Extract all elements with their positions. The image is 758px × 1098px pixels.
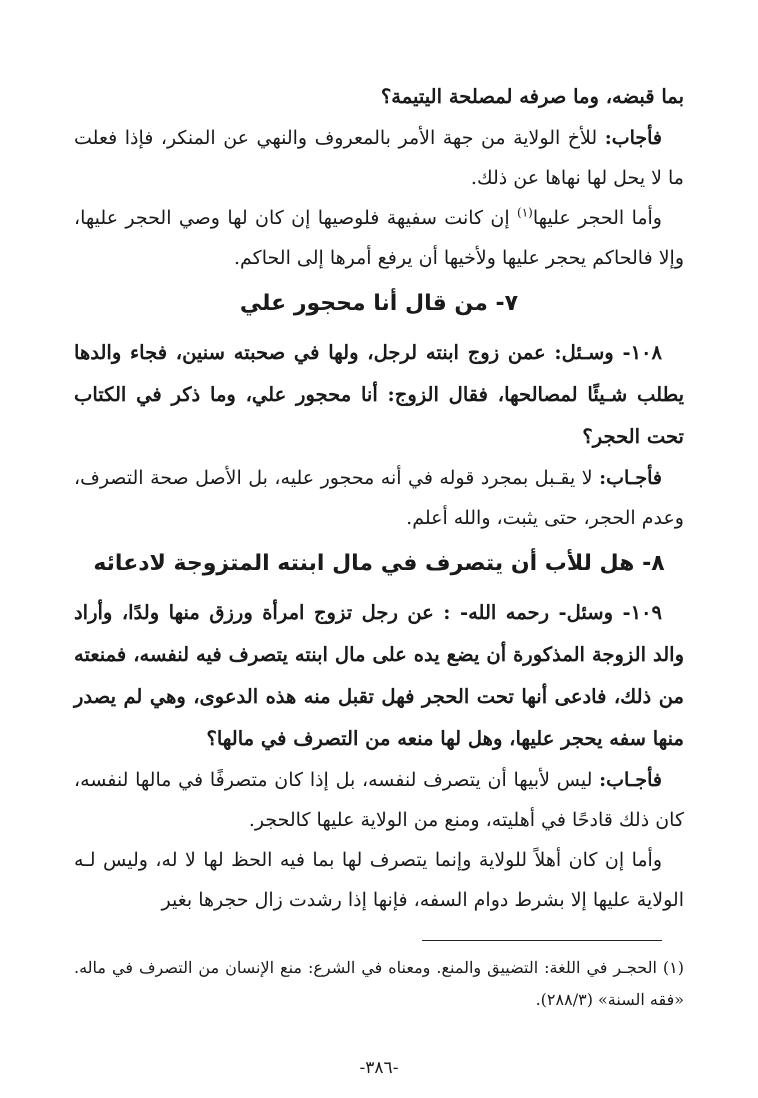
section-heading-7: ٧- من قال أنا محجور علي	[239, 291, 519, 316]
answer-paragraph	[74, 118, 684, 198]
answer-lead: فأجاب:	[604, 127, 662, 149]
question-109: ١٠٩- وسئل- رحمه الله- : عن رجل تزوج امرأة ورزق منها ولدًا، وأراد والد الزوجة المذكورة أن يضع يده على مال ابنته يتصرف فيه لنفسه، فمنعته من ذلك، فادعى أنها تحت الحجر فهل تقبل منه هذه الدعوى، وهي لم يصدر منها سفه يحجر عليها، وهل لها منعه من التصرف في مالها؟	[74, 601, 684, 750]
answer-108	[74, 458, 684, 538]
answer-text: للأخ الولاية من جهة الأمر بالمعروف والنهي عن المنكر، فإذا فعلت ما لا يحل لها نهاها عن ذلك.	[74, 127, 684, 189]
question-108: ١٠٨- وسـئل: عمن زوج ابنته لرجل، ولها في صحبته سنين، فجاء والدها يطلب شـيئًا لمصالحها، فقال الزوج: أنا محجور علي، وما ذكر في الكتاب تحت الحجر؟	[74, 341, 684, 448]
question-continuation: بما قبضه، وما صرفه لمصلحة اليتيمة؟	[380, 85, 684, 108]
answer-109-text: ليس لأبيها أن يتصرف لنفسه، بل إذا كان متصرفًا في مالها لنفسه، كان ذلك قادحًا في أهليته، ومنع من الولاية عليها كالحجر.	[74, 769, 684, 831]
hajr-text-end: إن كانت سفيهة فلوصيها إن كان لها وصي الحجر عليها، وإلا فالحاكم يحجر عليها ولأخيها أن يرفع أمرها إلى الحاكم.	[74, 207, 684, 269]
hajr-paragraph	[74, 198, 684, 278]
answer-109-lead: فأجـاب:	[599, 769, 662, 791]
page-number: -٣٨٦-	[359, 1058, 399, 1078]
footnote-1: (١) الحجـر في اللغة: التضييق والمنع. ومعناه في الشرع: منع الإنسان من التصرف في ماله. «فقه السنة» (٢٨٨/٣).	[74, 958, 684, 1009]
section-heading-8: ٨- هل للأب أن يتصرف في مال ابنته المتزوجة لادعائه	[93, 551, 665, 576]
answer-109	[74, 760, 684, 840]
answer-108-text: لا يقـبل بمجرد قوله في أنه محجور عليه، بل الأصل صحة التصرف، وعدم الحجر، حتى يثبت، والله أعلم.	[74, 467, 684, 529]
hajr-text-start: وأما الحجر عليها	[532, 207, 662, 229]
footnotes	[74, 952, 684, 1016]
final-paragraph: وأما إن كان أهلاً للولاية وإنما يتصرف لها بما فيه الحظ لها لا له، وليس لـه الولاية عليها إلا بشرط دوام السفه، فإنها إذا رشدت زال حجرها بغير	[74, 849, 684, 911]
footnote-ref[interactable]: (١)	[517, 205, 533, 220]
main-text	[74, 76, 684, 920]
answer-108-lead: فأجـاب:	[599, 467, 662, 489]
footnote-divider	[422, 940, 662, 941]
